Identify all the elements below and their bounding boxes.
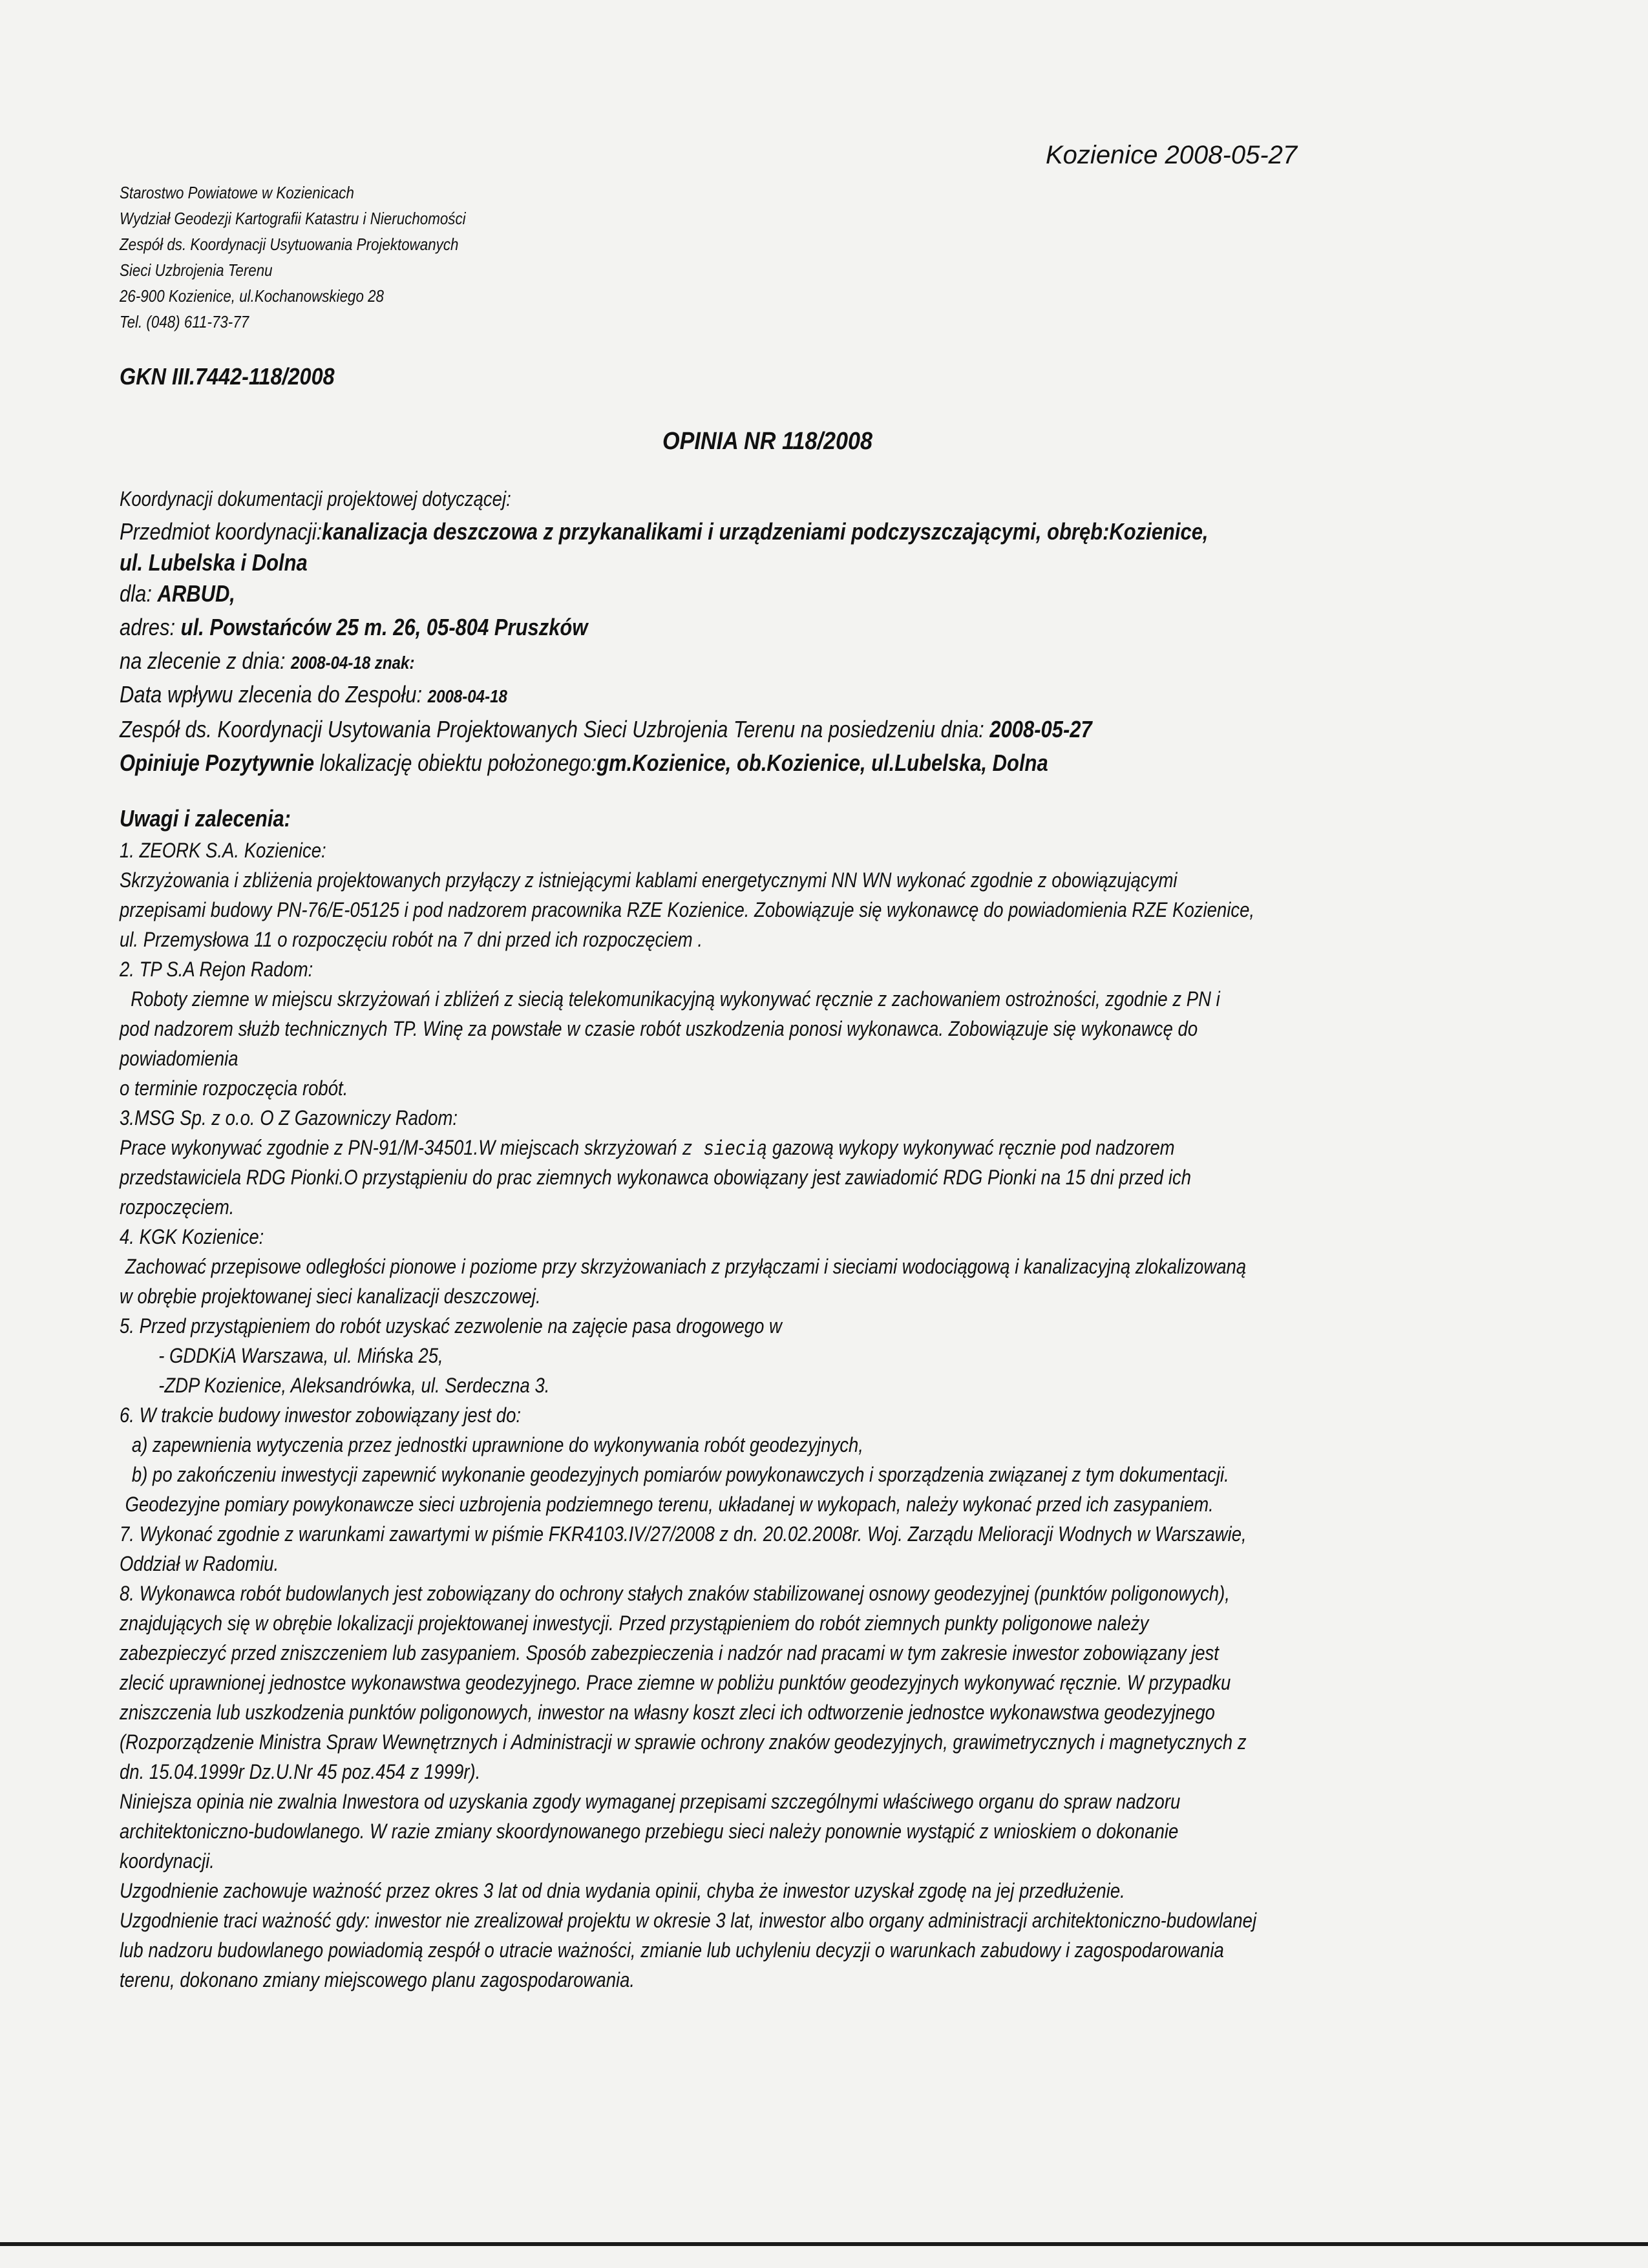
remark-line: terenu, dokonano zmiany miejscowego planu zagospodarowania. xyxy=(120,1968,635,1991)
remark-line: Zachować przepisowe odległości pionowe i poziome przy skrzyżowaniach z przyłączami i sieciami wodociągową i kanalizacyjną zlokalizowaną xyxy=(125,1255,1247,1278)
remark-line: -ZDP Kozienice, Aleksandrówka, ul. Serdeczna 3. xyxy=(158,1374,550,1397)
sender-line: Wydział Geodezji Kartografii Katastru i Nieruchomości xyxy=(120,209,466,228)
remark-line: 6. W trakcie budowy inwestor zobowiązany jest do: xyxy=(120,1403,522,1427)
remark-line: znajdujących się w obrębie lokalizacji projektowanej inwestycji. Przed przystąpieniem do robót ziemnych punkty poligonowe należy xyxy=(120,1612,1149,1635)
opinion-text: lokalizację obiektu położonego: xyxy=(314,750,597,776)
sender-line: 26-900 Kozienice, ul.Kochanowskiego 28 xyxy=(120,286,384,306)
remark-line: zlecić uprawnionej jednostce wykonawstwa geodezyjnego. Prace ziemne w pobliżu punktów geodezyjnych wykonywać ręcznie. W przypadku xyxy=(120,1671,1231,1694)
remark-line: powiadomienia xyxy=(120,1047,238,1070)
scan-edge-line xyxy=(0,2242,1648,2246)
remark-line: dn. 15.04.1999r Dz.U.Nr 45 poz.454 z 1999r). xyxy=(120,1760,481,1783)
coordination-heading: Koordynacji dokumentacji projektowej dotyczącej: xyxy=(120,487,511,510)
subject-line xyxy=(120,518,1209,545)
remark-line: 1. ZEORK S.A. Kozienice: xyxy=(120,839,326,862)
remark-line: b) po zakończeniu inwestycji zapewnić wykonanie geodezyjnych pomiarów powykonawczych i sporządzenia związanej z tym dokumentacji. xyxy=(131,1463,1229,1486)
remark-line: Geodezyjne pomiary powykonawcze sieci uzbrojenia podziemnego terenu, układanej w wykopach, należy wykonać przed ich zasypaniem. xyxy=(125,1493,1214,1516)
remark-line: Niniejsza opinia nie zwalnia Inwestora od uzyskania zgody wymaganej przepisami szczególnymi właściwego organu do spraw nadzoru xyxy=(120,1790,1181,1813)
team-session-label: Zespół ds. Koordynacji Usytowania Projektowanych Sieci Uzbrojenia Terenu na posiedzeniu dnia: xyxy=(120,716,990,742)
address-value: ul. Powstańców 25 m. 26, 05-804 Pruszków xyxy=(180,614,588,640)
team-session-line xyxy=(120,716,1092,743)
subject-value: kanalizacja deszczowa z przykanalikami i urządzeniami podczyszczającymi, obręb:Kozienice, xyxy=(322,518,1209,545)
remark-line: Uzgodnienie zachowuje ważność przez okres 3 lat od dnia wydania opinii, chyba że inwestor uzyskał zgodę na jej przedłużenie. xyxy=(120,1879,1125,1902)
remark-line: pod nadzorem służb technicznych TP. Winę za powstałe w czasie robót uszkodzenia ponosi wykonawca. Zobowiązuje się wykonawcę do xyxy=(120,1017,1198,1040)
remark-line: o terminie rozpoczęcia robót. xyxy=(120,1076,348,1100)
remark-line: Oddział w Radomiu. xyxy=(120,1552,279,1575)
remark-segment: Prace wykonywać zgodnie z PN-91/M-34501.W miejscach skrzyżowań xyxy=(120,1136,682,1159)
remark-line xyxy=(120,1136,1175,1161)
remark-line: architektoniczno-budowlanego. W razie zmiany skoordynowanego przebiegu sieci należy ponownie wystąpić z wnioskiem o dokonanie xyxy=(120,1820,1179,1843)
remark-line: 3.MSG Sp. z o.o. O Z Gazowniczy Radom: xyxy=(120,1106,458,1129)
sender-address-block xyxy=(120,180,466,335)
receipt-date-value: 2008-04-18 xyxy=(427,686,507,706)
sender-line: Starostwo Powiatowe w Kozienicach xyxy=(120,183,354,202)
remark-segment: z siecią xyxy=(682,1137,768,1161)
remark-segment: gazową wykopy wykonywać ręcznie pod nadzorem xyxy=(767,1136,1175,1159)
sender-line: Tel. (048) 611-73-77 xyxy=(120,312,249,331)
remark-line: koordynacji. xyxy=(120,1849,215,1873)
team-session-date: 2008-05-27 xyxy=(989,716,1092,742)
client-label: dla: xyxy=(120,580,158,607)
order-date-line xyxy=(120,647,414,675)
remark-line: w obrębie projektowanej sieci kanalizacji deszczowej. xyxy=(120,1285,541,1308)
order-date-value: 2008-04-18 znak: xyxy=(291,653,415,673)
receipt-date-line xyxy=(120,681,507,708)
remark-line: przepisami budowy PN-76/E-05125 i pod nadzorem pracownika RZE Kozienice. Zobowiązuje się wykonawcę do powiadomienia RZE Kozienice, xyxy=(120,898,1255,921)
remark-line: rozpoczęciem. xyxy=(120,1195,235,1219)
remark-line: lub nadzoru budowlanego powiadomią zespół o utracie ważności, zmianie lub uchyleniu decyzji o warunkach zabudowy i zagospodarowania xyxy=(120,1938,1224,1962)
subject-value-continued: ul. Lubelska i Dolna xyxy=(120,549,308,576)
remark-line: zniszczenia lub uszkodzenia punktów poligonowych, inwestor na własny koszt zleci ich odtworzenie jednostce wykonawstwa geodezyjnego xyxy=(120,1701,1215,1724)
remarks-heading: Uwagi i zalecenia: xyxy=(120,805,291,832)
remark-line: (Rozporządzenie Ministra Spraw Wewnętrznych i Administracji w sprawie ochrony znaków geodezyjnych, grawimetrycznych i magnetycznych z xyxy=(120,1730,1247,1754)
sender-line: Zespół ds. Koordynacji Usytuowania Projektowanych xyxy=(120,235,459,254)
receipt-date-label: Data wpływu zlecenia do Zespołu: xyxy=(120,681,428,708)
remark-line: 7. Wykonać zgodnie z warunkami zawartymi w piśmie FKR4103.IV/27/2008 z dn. 20.02.2008r. Woj. Zarządu Melioracji Wodnych w Warszawie, xyxy=(120,1522,1247,1546)
opinion-location: gm.Kozienice, ob.Kozienice, ul.Lubelska, Dolna xyxy=(597,750,1048,776)
remark-line: - GDDKiA Warszawa, ul. Mińska 25, xyxy=(158,1344,443,1367)
remark-line: przedstawiciela RDG Pionki.O przystąpieniu do prac ziemnych wykonawca obowiązany jest zawiadomić RDG Pionki na 15 dni przed ich xyxy=(120,1166,1192,1189)
order-date-label: na zlecenie z dnia: xyxy=(120,647,291,674)
remark-line: Skrzyżowania i zbliżenia projektowanych przyłączy z istniejącymi kablami energetycznymi NN WN wykonać zgodnie z obowiązującymi xyxy=(120,868,1178,892)
remark-line: Roboty ziemne w miejscu skrzyżowań i zbliżeń z siecią telekomunikacyjną wykonywać ręcznie z zachowaniem ostrożności, zgodnie z PN i xyxy=(131,987,1220,1011)
address-label: adres: xyxy=(120,614,181,640)
document-date: Kozienice 2008-05-27 xyxy=(1046,141,1298,169)
remark-line: ul. Przemysłowa 11 o rozpoczęciu robót na 7 dni przed ich rozpoczęciem . xyxy=(120,928,703,951)
remark-line: 5. Przed przystąpieniem do robót uzyskać zezwolenie na zajęcie pasa drogowego w xyxy=(120,1314,782,1338)
remark-line: 4. KGK Kozienice: xyxy=(120,1225,264,1248)
remark-line: 2. TP S.A Rejon Radom: xyxy=(120,958,313,981)
address-line xyxy=(120,614,587,641)
remark-line: 8. Wykonawca robót budowlanych jest zobowiązany do ochrony stałych znaków stabilizowanej osnowy geodezyjnej (punktów poligonowych), xyxy=(120,1582,1230,1605)
opinion-line xyxy=(120,750,1048,777)
remark-line: a) zapewnienia wytyczenia przez jednostki uprawnione do wykonywania robót geodezyjnych, xyxy=(131,1433,863,1456)
opinion-positive: Opiniuje Pozytywnie xyxy=(120,750,315,776)
reference-number: GKN III.7442-118/2008 xyxy=(120,363,335,390)
remark-line: Uzgodnienie traci ważność gdy: inwestor nie zrealizował projektu w okresie 3 lat, inwestor albo organy administracji architektoniczno-budowlanej xyxy=(120,1909,1257,1932)
document-title: OPINIA NR 118/2008 xyxy=(662,428,873,455)
remark-line: zabezpieczyć przed zniszczeniem lub zasypaniem. Sposób zabezpieczenia i nadzór nad pracami w tym zakresie inwestor zobowiązany jest xyxy=(120,1641,1219,1664)
client-value: ARBUD, xyxy=(157,580,235,607)
subject-label: Przedmiot koordynacji: xyxy=(120,518,322,545)
client-line xyxy=(120,580,235,607)
sender-line: Sieci Uzbrojenia Terenu xyxy=(120,260,273,280)
